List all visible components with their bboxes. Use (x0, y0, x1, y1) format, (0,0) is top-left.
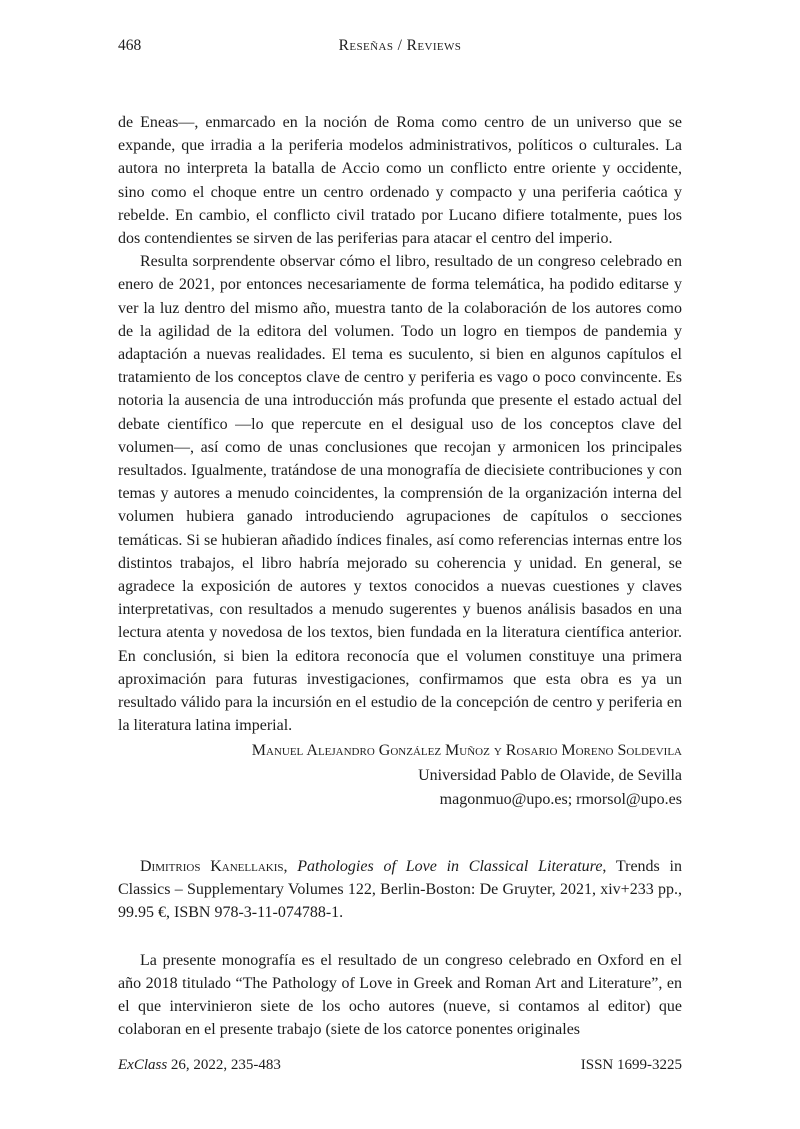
text-segment: ExClass (118, 1057, 168, 1073)
journal-reference (118, 1057, 281, 1074)
author-emails: magonmuo@upo.es; rmorsol@upo.es (439, 791, 682, 809)
signature-block (118, 739, 682, 813)
review-paragraph-conclusion: Resulta sorprendente observar cómo el libro, resultado de un congreso celebrado en enero de 2021, por entonces necesariamente de forma telemática, ha podido editarse y ver la luz dentro del mismo año, muestra tanto de la colaboración de los autores como de la agilidad de la editora del volumen. Todo un logro en tiempos de pandemia y adaptación a nuevas realidades. El tema es suculento, si bien en algunos capítulos el tratamiento de los conceptos clave de centro y periferia es vago o poco convincente. Es notoria la ausencia de una introducción más profunda que presente el estado actual del debate científico —lo que repercute en el desigual uso de los conceptos clave del volumen—, así como de unas conclusiones que recojan y armonicen los principales resultados. Igualmente, tratándose de una monografía de diecisiete contribuciones y con temas y autores a menudo coincidentes, la comprensión de la organización interna del volumen hubiera ganado introduciendo agrupaciones de capítulos o secciones temáticas. Si se hubieran añadido índices finales, así como referencias internas entre los distintos trabajos, el libro habría mejorado su coherencia y unidad. En general, se agradece la exposición de autores y textos conocidos a nuevas cuestiones y claves interpretativas, con resultados a menudo sugerentes y buenos análisis basados en una lectura atenta y novedosa de los textos, bien fundada en la literatura científica anterior. En conclusión, si bien la editora reconocía que el volumen constituye una primera aproximación para futuras investigaciones, confirmamos que esta obra es ya un resultado válido para la incursión en el estudio de la concepción de centro y periferia en la literatura latina imperial. (118, 253, 682, 735)
review-body (118, 111, 682, 1041)
next-review-first-paragraph: La presente monografía es el resultado de un congreso celebrado en Oxford en el año 2018 titulado “The Pathology of Love in Greek and Roman Art and Literature”, en el que intervinieron siete de los ocho autores (nueve, si contamos al editor) que colaboran en el presente trabajo (siete de los catorce ponentes originales (118, 951, 682, 1039)
book-citation (118, 855, 682, 925)
review-authors: Manuel Alejandro González Muñoz y Rosario Moreno Soldevila (251, 742, 682, 760)
review-paragraph-continuation: de Eneas—, enmarcado en la noción de Roma como centro de un universo que se expande, que irradia a la periferia modelos administrativos, políticos o culturales. La autora no interpreta la batalla de Accio como un conflicto entre oriente y occidente, sino como el choque entre un centro ordenado y compacto y una periferia caótica y rebelde. En cambio, el conflicto civil tratado por Lucano difiere totalmente, pues los dos contendientes se sirven de las periferias para atacar el centro del imperio. (118, 114, 682, 248)
page-footer (118, 1057, 682, 1074)
page-header (118, 37, 682, 59)
running-title: Reseñas / Reviews (338, 37, 462, 54)
text-segment: 26, 2022, 235-483 (167, 1057, 281, 1073)
issn: ISSN 1699-3225 (580, 1057, 682, 1073)
text-segment: Dimitrios Kanellakis (140, 857, 284, 875)
text-segment: , (283, 857, 298, 875)
text-segment: , Trends in Classics – Supplementary Volumes 122, Berlin-Boston: De Gruyter, 2021, xiv+233 pp., 99.95 €, ISBN 978-3-11-074788-1. (118, 857, 682, 922)
page-number: 468 (118, 37, 142, 54)
author-affiliation: Universidad Pablo de Olavide, de Sevilla (418, 766, 682, 784)
text-segment: Pathologies of Love in Classical Literature (297, 857, 603, 875)
